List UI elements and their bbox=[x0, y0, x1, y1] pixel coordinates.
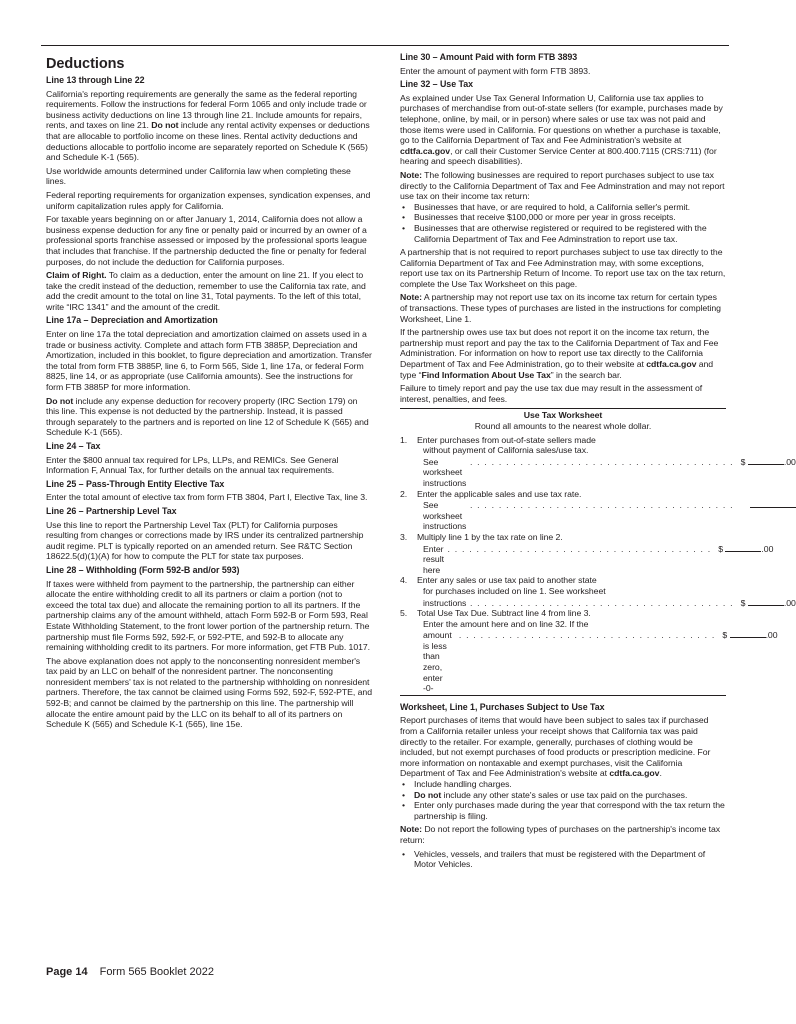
line-text: amount is less than zero, enter -0- bbox=[423, 630, 452, 694]
line13-paragraph-4: For taxable years beginning on or after January 1, 2014, California does not allow a business expense deduction for any fine or penalty paid or incurred by an owner of a professional sports franchise assessed or imposed by the professional sports league that includes that franchise. If the partnership deducted the fine or penalty for federal purposes, do not include the deduction for California purposes. bbox=[46, 214, 367, 267]
owes-text-end: ” in the search bar. bbox=[550, 369, 622, 380]
claim-of-right-paragraph bbox=[46, 270, 372, 312]
use-tax-worksheet bbox=[400, 408, 796, 695]
line-number: 2. bbox=[400, 488, 408, 499]
line-text: for purchases included on line 1. See worksheet bbox=[423, 585, 606, 596]
line32-text-cont: , or call their Customer Service Center at 800.400.7115 (CRS:711) (for hearing and speech disabilities). bbox=[400, 145, 717, 167]
line25-heading: Line 25 – Pass-Through Entity Elective Tax bbox=[46, 478, 225, 489]
leader-dots: . . . . . . . . . . . . . . . . . . . . . . . . . . . . . . . . . . . . . bbox=[466, 500, 734, 511]
line30-paragraph: Enter the amount of payment with form FTB 3893. bbox=[400, 65, 591, 76]
cdtfa-website-link[interactable]: cdtfa.ca.gov bbox=[400, 145, 451, 156]
line13-paragraph-2: Use worldwide amounts determined under California law when completing these lines. bbox=[46, 165, 351, 187]
excluded-purchases-list bbox=[400, 849, 726, 870]
line32-text: As explained under Use Tax General Information U, California use tax applies to purchases of merchandise from out-of-state sellers (for example, purchases made by telephone, online, by mail, or in person) where sales or use tax was not paid and those items were used in California. For questions on whether a purchase is taxable, go to the California Department of Tax and Fee Administration's website at bbox=[400, 92, 723, 146]
dollar-sign: $ bbox=[718, 543, 724, 554]
businesses-list bbox=[400, 202, 726, 244]
line17a-paragraph-2 bbox=[46, 396, 372, 438]
note-transactions bbox=[400, 292, 726, 324]
list-item: • Businesses that are otherwise registered or required to be registered with the California Department of Tax and Fee Adminstration to report use tax. bbox=[400, 223, 726, 244]
owes-text: If the partnership owes use tax but does not report it on the income tax return, the partnership must report and pay the tax to the California Department of Tax and Fee Administration. For information on how to report use tax directly to the California Department of Tax and Fee Administration, go to their website at bbox=[400, 327, 719, 370]
line32-paragraph bbox=[400, 93, 726, 167]
note-text: A partnership may not report use tax on its income tax return for certain types of transactions. These types of purchases are listed in the instructions for completing Worksheet, Line 1. bbox=[400, 292, 721, 324]
list-item: • Businesses that have, or are required to hold, a California seller's permit. bbox=[400, 202, 726, 213]
line26-heading: Line 26 – Partnership Level Tax bbox=[46, 505, 177, 516]
owes-text-mid: and type “ bbox=[400, 359, 714, 380]
leader-dots: . . . . . . . . . . . . . . . . . . . . . . . . . . . . . . . . . . . . . bbox=[466, 456, 734, 467]
leader-dots: . . . . . . . . . . . . . . . . . . . . . . . . . . . . . . . . . . . . . bbox=[443, 543, 712, 554]
line30-heading: Line 30 – Amount Paid with form FTB 3893 bbox=[400, 52, 578, 62]
cents: .00 bbox=[765, 630, 778, 641]
list-item: • Enter only purchases made during the year that correspond with the tax return the partnership is filing. bbox=[400, 800, 726, 821]
dollar-sign: $ bbox=[740, 456, 746, 467]
cents: .00 bbox=[783, 456, 796, 467]
right-column bbox=[400, 52, 796, 873]
deductions-heading: Deductions bbox=[46, 56, 125, 72]
line-text: Multiply line 1 by the tax rate on line 2. bbox=[417, 531, 563, 542]
cents: .00 bbox=[783, 597, 796, 608]
line13-text: California's reporting requirements are generally the same as the federal reporting requirements. Follow the instructions for federal Form 1065 and only include trade or business activity deductions on line 13 through line 21. Include amounts for repairs, rents, and taxes on line 21. bbox=[46, 88, 367, 131]
line13-paragraph-3: Federal reporting requirements for organization expenses, syndication expenses, and uniform capitalization rules apply for California. bbox=[46, 189, 371, 211]
amount-field[interactable] bbox=[734, 597, 796, 609]
note-do-not-report bbox=[400, 824, 726, 845]
line13-text-cont: include any rental activity expenses or deductions that are allocable to portfolio income on these lines. Rental activity deductions and deductions allocable to portfolio income are separately reported on Schedule K (565) and Schedule K-1 (565). bbox=[46, 120, 370, 163]
claim-of-right-text: To claim as a deduction, enter the amount on line 21. If you elect to take the credit instead of the deduction, remember to use the California tax rate, and add the credit amount to the total on line 31, Total payments. To the left of this total, write “IRC 1341” and the amount of the credit. bbox=[46, 270, 366, 312]
cdtfa-website-link[interactable]: cdtfa.ca.gov bbox=[609, 768, 660, 779]
line-text: without payment of California sales/use tax. bbox=[423, 445, 589, 456]
note-label: Note: bbox=[400, 824, 422, 835]
owes-use-tax-paragraph bbox=[400, 327, 726, 380]
line-text: Enter result here bbox=[423, 543, 444, 575]
note-label: Note: bbox=[400, 292, 422, 303]
cdtfa-website-link[interactable]: cdtfa.ca.gov bbox=[646, 359, 697, 370]
line24-paragraph: Enter the $800 annual tax required for LPs, LLPs, and REMICs. See General Information F, Annual Tax, for further details on the annual tax requirements. bbox=[46, 454, 339, 476]
partnership-paragraph: A partnership that is not required to report purchases subject to use tax directly to the California Department of Tax and Fee Adminstration may, with some exceptions, report use tax on its Partnership Return of Income. To report use tax on the tax return, complete the Use Tax Worksheet on this page. bbox=[400, 247, 726, 289]
worksheet-line-3 bbox=[400, 531, 774, 575]
amount-field[interactable] bbox=[734, 456, 796, 468]
list-item-text: include any other state's sales or use tax paid on the purchases. bbox=[443, 789, 688, 800]
worksheet-line-5 bbox=[400, 608, 778, 694]
line17a-heading: Line 17a – Depreciation and Amortization bbox=[46, 315, 218, 326]
line-text: Enter the amount here and on line 32. If the bbox=[423, 618, 589, 629]
worksheet-line-4 bbox=[400, 575, 796, 608]
list-item: • Vehicles, vessels, and trailers that must be registered with the Department of Motor Vehicles. bbox=[400, 849, 726, 870]
period: . bbox=[659, 768, 662, 779]
line-text: Enter any sales or use tax paid to another state bbox=[417, 575, 597, 586]
worksheet-line1-paragraph bbox=[400, 715, 726, 779]
booklet-title: Form 565 Booklet 2022 bbox=[99, 966, 214, 978]
dollar-sign: $ bbox=[740, 597, 746, 608]
line28-paragraph-2: The above explanation does not apply to the nonconsenting nonresident member's tax paid by an LLC on behalf of the nonresident partner. The nonconsenting nonresident members' tax is not related to the partnership withholding on nonresident partners. Therefore, the tax cannot be claimed using Forms 592, 592-F, 592-PTE, and 592-B; and cannot be claimed by the partnership on this line. The partnership will allocate the entire amount paid by the LLC on its behalf to all of its partners on Schedule K (565) and Schedule K-1 (565), line 15e. bbox=[46, 655, 372, 730]
line17a-text-2: include any expense deduction for recovery property (IRC Section 179) on this line. This expense is not deducted by the partnership. Instead, it is passed through separately to the partners and is reported on line 12 of Schedule K (565) and Schedule K-1 (565). bbox=[46, 395, 369, 438]
cents: .00 bbox=[761, 543, 774, 554]
top-rule bbox=[41, 45, 729, 46]
line13-heading: Line 13 through Line 22 bbox=[46, 75, 145, 85]
line-text: Enter purchases from out-of-state sellers made bbox=[417, 434, 596, 445]
amount-field[interactable] bbox=[711, 543, 773, 555]
line-text: Total Use Tax Due. Subtract line 4 from line 3. bbox=[417, 608, 591, 619]
worksheet-line-2 bbox=[400, 488, 734, 532]
line28-heading: Line 28 – Withholding (Form 592-B and/or 593) bbox=[46, 564, 240, 575]
worksheet-subtitle: Round all amounts to the nearest whole dollar. bbox=[474, 421, 652, 431]
line32-heading: Line 32 – Use Tax bbox=[400, 79, 473, 90]
do-not-emphasis: Do not bbox=[46, 395, 74, 406]
line28-paragraph-1: If taxes were withheld from payment to the partnership, the partnership can either allocate the entire withholding credit to all its partners or claim a portion (not to exceed the total tax due) and allocate the remaining portion to all its partners. If the partnership claims any of the amount withheld, attach Form 592-B or Form 593, Real Estate Withholding Statement, to the front lower portion of the partnership return. The partnership must file Forms 592, 592-F, or 592-PTE, and 592-B to allocate any remaining withholding credit to its partners. For more information, get FTB Pub. 1017. bbox=[46, 578, 371, 653]
page-footer bbox=[46, 966, 214, 978]
worksheet-line1-text: Report purchases of items that would have been subject to sales tax if purchased from a California retailer unless your receipt shows that California tax was paid directly to the retailer. For example, generally, purchases of clothing would be included, but not exempt purchases of food products or prescription medicine. For more information on nontaxable and exempt purchases, visit the California Department of Tax and Fee Administration's website at bbox=[400, 715, 711, 779]
dollar-sign: $ bbox=[722, 630, 728, 641]
leader-dots: . . . . . . . . . . . . . . . . . . . . . . . . . . . . . . . . . . . . bbox=[451, 630, 716, 641]
line-text: See worksheet instructions bbox=[423, 500, 467, 532]
leader-dots: . . . . . . . . . . . . . . . . . . . . . . . . . . . . . . . . . . . . . bbox=[466, 597, 734, 608]
do-not-emphasis: Do not bbox=[414, 789, 442, 800]
page-number: Page 14 bbox=[46, 966, 88, 978]
left-column bbox=[46, 52, 372, 733]
list-item bbox=[400, 790, 726, 801]
line13-paragraph-1 bbox=[46, 89, 372, 163]
line-text: See worksheet instructions bbox=[423, 456, 467, 488]
do-not-emphasis: Do not bbox=[151, 120, 179, 131]
worksheet-line1-heading: Worksheet, Line 1, Purchases Subject to Use Tax bbox=[400, 701, 605, 712]
note-businesses bbox=[400, 170, 726, 202]
line24-heading: Line 24 – Tax bbox=[46, 441, 101, 451]
list-item: • Businesses that receive $100,000 or more per year in gross receipts. bbox=[400, 212, 726, 223]
failure-paragraph: Failure to timely report and pay the use tax due may result in the assessment of interest, penalties, and fees. bbox=[400, 383, 703, 404]
line25-paragraph: Enter the total amount of elective tax from form FTB 3804, Part I, Elective Tax, line 3. bbox=[46, 492, 368, 503]
note-text: The following businesses are required to report purchases subject to use tax directly to the California Department of Tax and Fee Adminstration and may not report use tax on their income tax return: bbox=[400, 169, 725, 202]
search-phrase: Find Information About Use Tax bbox=[421, 369, 551, 380]
line-text: instructions bbox=[423, 597, 467, 608]
worksheet-line1-list bbox=[400, 779, 726, 821]
claim-of-right-label: Claim of Right. bbox=[46, 270, 107, 281]
line-number: 5. bbox=[400, 608, 408, 619]
worksheet-title: Use Tax Worksheet bbox=[523, 410, 603, 421]
note-label: Note: bbox=[400, 169, 422, 180]
line-number: 1. bbox=[400, 434, 408, 445]
list-item: • Include handling charges. bbox=[400, 779, 726, 790]
worksheet-line-1 bbox=[400, 434, 796, 489]
rate-field[interactable] bbox=[734, 499, 796, 511]
line-text: Enter the applicable sales and use tax rate. bbox=[417, 488, 582, 499]
line17a-paragraph-1: Enter on line 17a the total depreciation and amortization claimed on assets used in a trade or business activity. Complete and attach form FTB 3885P, Depreciation and Amortization, included in this booklet, to figure depreciation and amortization. Transfer the total from form FTB 3885P, line 6, to Form 565, Side 1, line 17a, or federal Form 8825, line 14, or as appropriate (use California amounts). See the instructions for form FTB 3885P for more information. bbox=[46, 329, 372, 393]
line26-paragraph: Use this line to report the Partnership Level Tax (PLT) for California purposes resulting from changes or corrections made by IRS under its centralized partnership audit regime. PLT is typically reported on an amended return. See R&TC Section 18622.5(d)(1)(A) for how to compute the PLT for state tax purposes. bbox=[46, 519, 364, 562]
line-number: 4. bbox=[400, 575, 408, 586]
note-text: Do not report the following types of purchases on the partnership's income tax return: bbox=[400, 824, 721, 845]
amount-field[interactable] bbox=[716, 629, 778, 641]
line-number: 3. bbox=[400, 531, 408, 542]
